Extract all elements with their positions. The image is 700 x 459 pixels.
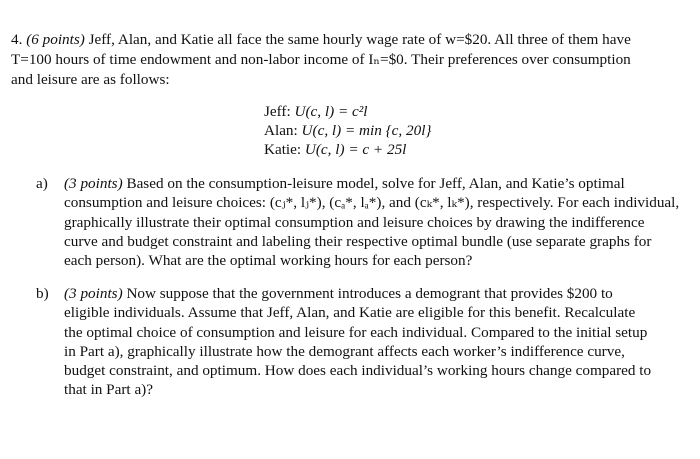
part-letter: a) [36,175,48,192]
part-a-line-2: consumption and leisure choices: (cⱼ*, lⱼ*), (cₐ*, lₐ*), and (cₖ*, lₖ*), respectively. For each individual, [64,194,680,212]
part-a-line-5: each person). What are the optimal working hours for each person? [64,252,473,270]
part-b-line-2: eligible individuals. Assume that Jeff, Alan, and Katie are eligible for this benefit. Recalculate [64,304,636,322]
part-a-text [64,174,694,270]
question-intro [11,30,693,90]
part-a-line-1 [64,174,694,193]
question-number: 4. [11,31,23,48]
preference-alan [264,121,432,140]
intro-line-3: and leisure are as follows: [11,71,170,88]
part-b-text [64,284,694,400]
intro-text-1: Jeff, Alan, and Katie all face the same hourly wage rate of w=$20. All three of them have [88,31,631,48]
part-b-line-3: the optimal choice of consumption and leisure for each individual. Compared to the initial setup [64,323,648,341]
question-points: (6 points) [26,31,85,48]
person-name: Alan: [264,122,298,139]
part-points: (3 points) [64,175,123,192]
part-a-line-3: graphically illustrate their optimal consumption and leisure choices by drawing the indifference [64,213,645,231]
part-b-line-5: budget constraint, and optimum. How does each individual’s working hours change compared to [64,362,652,380]
part-b-line-6: that in Part a)? [64,381,153,399]
preference-jeff [264,102,432,121]
part-a-line-4: curve and budget constraint and labeling their respective optimal bundle (use separate graphs for [64,232,652,250]
person-name: Katie: [264,141,302,158]
person-name: Jeff: [264,103,291,120]
utility-function: U(c, l) = min {c, 20l} [301,122,432,139]
part-b-line-1 [64,284,694,303]
utility-function: U(c, l) = c²l [294,103,368,120]
part-b-line-4: in Part a), graphically illustrate how the demogrant affects each worker’s indifference curve, [64,342,625,360]
preference-katie [264,140,432,159]
preferences-list [264,102,432,159]
intro-line-2: T=100 hours of time endowment and non-labor income of Iₙ=$0. Their preferences over consumption [11,51,631,68]
part-b-text-1: Now suppose that the government introduces a demogrant that provides $200 to [126,285,613,302]
utility-function: U(c, l) = c + 25l [304,141,407,158]
part-a-text-1: Based on the consumption-leisure model, solve for Jeff, Alan, and Katie’s optimal [126,175,625,192]
intro-line-1 [11,30,693,50]
part-points: (3 points) [64,285,123,302]
part-letter: b) [36,285,49,302]
